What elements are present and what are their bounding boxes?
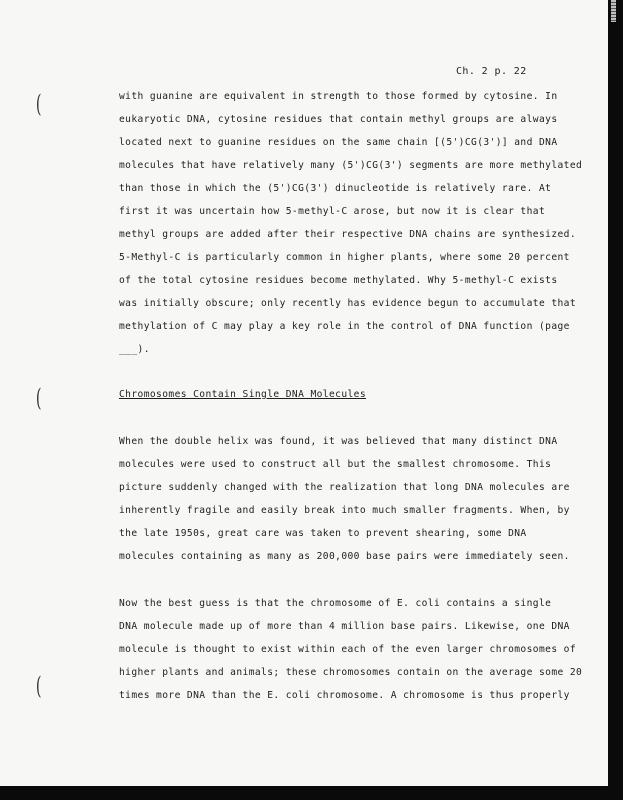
text-line: methylation of C may play a key role in the control of DNA function (page [119, 321, 570, 332]
text-line: ___). [119, 344, 150, 355]
text-line: times more DNA than the E. coli chromosome. A chromosome is thus properly [119, 690, 570, 701]
section-heading: Chromosomes Contain Single DNA Molecules [119, 389, 367, 400]
text-line: than those in which the (5')CG(3') dinucleotide is relatively rare. At [119, 183, 552, 194]
text-line: higher plants and animals; these chromosomes contain on the average some 20 [119, 667, 583, 678]
text-line: molecule is thought to exist within each of the even larger chromosomes of [119, 644, 577, 655]
page-header: Ch. 2 p. 22 [456, 66, 527, 77]
text-line: Now the best guess is that the chromosome of E. coli contains a single [119, 598, 552, 609]
text-line: located next to guanine residues on the same chain [(5')CG(3')] and DNA [119, 137, 558, 148]
text-line: 5-Methyl-C is particularly common in higher plants, where some 20 percent [119, 252, 570, 263]
punch-hole-mark: ( [35, 90, 42, 118]
text-line: with guanine are equivalent in strength to those formed by cytosine. In [119, 91, 558, 102]
scale-ruler [611, 0, 616, 22]
punch-hole-mark: ( [35, 672, 42, 700]
text-line: was initially obscure; only recently has evidence begun to accumulate that [119, 298, 577, 309]
text-line: When the double helix was found, it was believed that many distinct DNA [119, 436, 558, 447]
page-border-bottom [0, 786, 623, 800]
text-line: of the total cytosine residues become methylated. Why 5-methyl-C exists [119, 275, 558, 286]
page-border-right [608, 0, 623, 800]
text-line: molecules were used to construct all but the smallest chromosome. This [119, 459, 552, 470]
punch-hole-mark: ( [35, 384, 42, 412]
text-line: first it was uncertain how 5-methyl-C arose, but now it is clear that [119, 206, 546, 217]
text-line: methyl groups are added after their respective DNA chains are synthesized. [119, 229, 577, 240]
text-line: eukaryotic DNA, cytosine residues that contain methyl groups are always [119, 114, 558, 125]
text-line: picture suddenly changed with the realization that long DNA molecules are [119, 482, 570, 493]
text-line: the late 1950s, great care was taken to prevent shearing, some DNA [119, 528, 527, 539]
text-line: inherently fragile and easily break into much smaller fragments. When, by [119, 505, 570, 516]
text-line: molecules containing as many as 200,000 base pairs were immediately seen. [119, 551, 570, 562]
text-line: DNA molecule made up of more than 4 million base pairs. Likewise, one DNA [119, 621, 570, 632]
text-line: molecules that have relatively many (5')CG(3') segments are more methylated [119, 160, 583, 171]
